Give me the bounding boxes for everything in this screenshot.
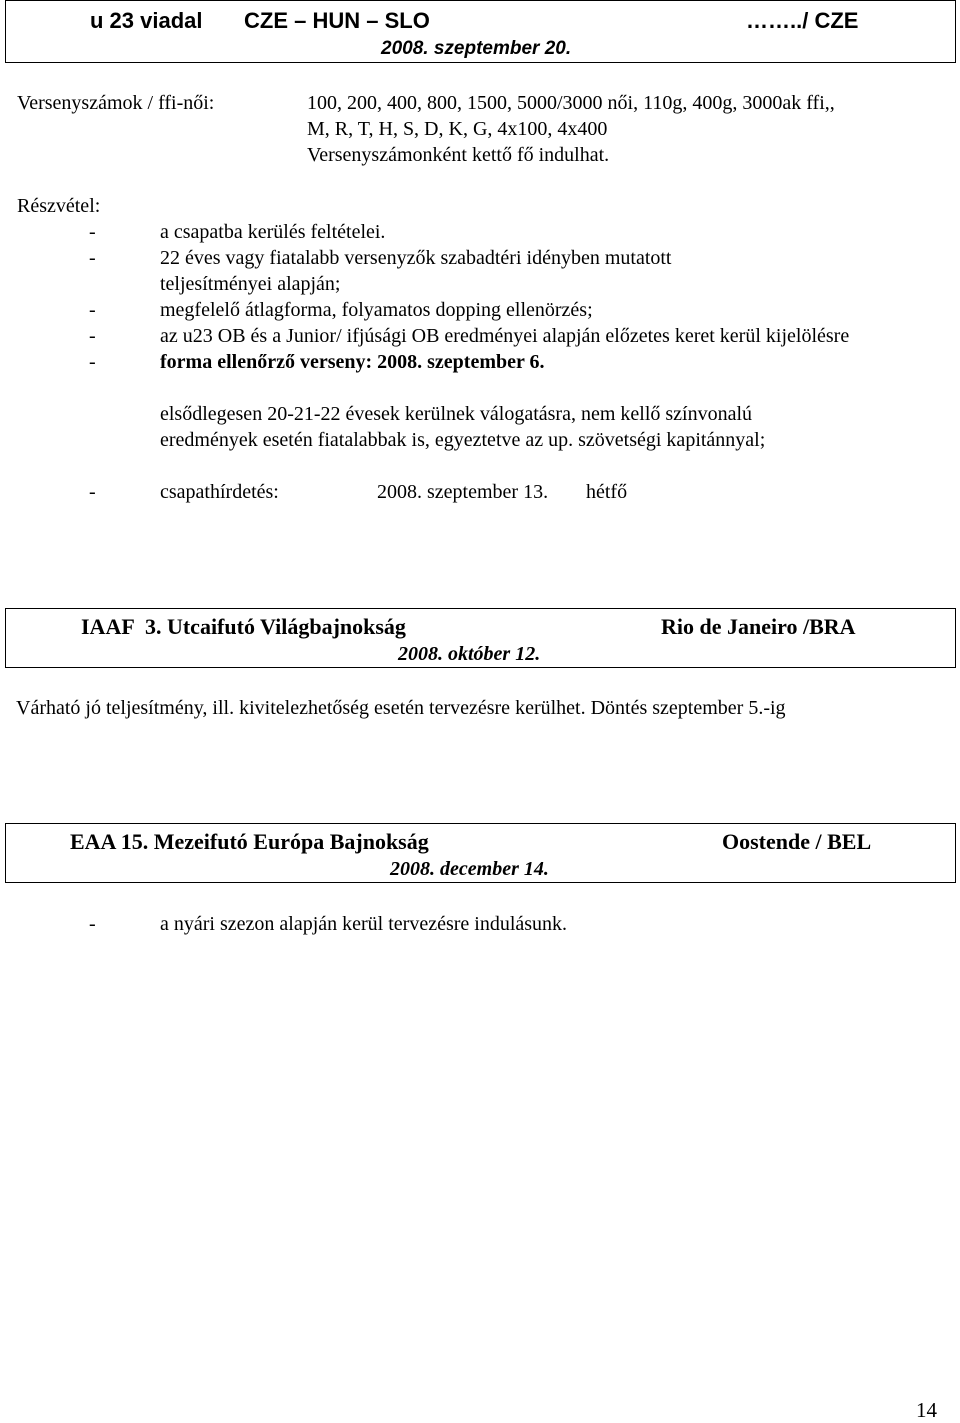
page-number: 14 [916,1398,937,1422]
eaa-location: Oostende / BEL [722,829,872,854]
u23-title-right: ……../ CZE [746,8,859,33]
participation-label: Részvétel: [17,195,101,217]
participation-item-1: a csapatba kerülés feltételei. [160,221,386,243]
participation-item-3: megfelelő átlagforma, folyamatos dopping ellenörzés; [160,299,593,321]
eaa-date: 2008. december 14. [390,858,549,880]
dash: - [89,481,96,503]
dash: - [89,351,96,373]
announce-day: hétfő [586,481,628,503]
u23-date: 2008. szeptember 20. [381,38,572,59]
dash: - [89,299,96,321]
iaaf-note: Várható jó teljesítmény, ill. kivitelezhetőség esetén tervezésre kerülhet. Döntés szeptember 5.-ig [16,697,786,719]
eaa-title: EAA 15. Mezeifutó Európa Bajnokság [70,829,429,854]
events-line-1: 100, 200, 400, 800, 1500, 5000/3000 női, 110g, 400g, 3000ak ffi,, [307,92,835,114]
dash: - [89,913,96,935]
eaa-item: a nyári szezon alapján kerül tervezésre indulásunk. [160,913,568,935]
events-line-2: M, R, T, H, S, D, K, G, 4x100, 4x400 [307,118,608,140]
participation-item-5: forma ellenőrző verseny: 2008. szeptember 6. [160,351,545,373]
dash: - [89,325,96,347]
iaaf-location: Rio de Janeiro /BRA [661,614,856,639]
announce-date: 2008. szeptember 13. [377,481,549,503]
dash: - [89,247,96,269]
announce-label: csapathírdetés: [160,481,279,503]
participation-item-2: 22 éves vagy fiatalabb versenyzők szabadtéri idényben mutatott [160,247,672,269]
events-line-3: Versenyszámonként kettő fő indulhat. [307,144,610,166]
participation-item-4: az u23 OB és a Junior/ ifjúsági OB eredményei alapján előzetes keret kerül kijelölésre [160,325,850,347]
selection-note-line-1: elsődlegesen 20-21-22 évesek kerülnek válogatásra, nem kellő színvonalú [160,403,753,425]
iaaf-date: 2008. október 12. [398,643,541,665]
dash: - [89,221,96,243]
iaaf-title: IAAF 3. Utcaifutó Világbajnokság [81,614,406,639]
u23-title-left: u 23 viadal [90,8,203,33]
events-label: Versenyszámok / ffi-női: [17,92,215,114]
selection-note-line-2: eredmények esetén fiatalabbak is, egyeztetve az up. szövetségi kapitánnyal; [160,429,766,451]
u23-title-teams: CZE – HUN – SLO [244,8,430,33]
participation-item-2-cont: teljesítményei alapján; [160,273,341,295]
